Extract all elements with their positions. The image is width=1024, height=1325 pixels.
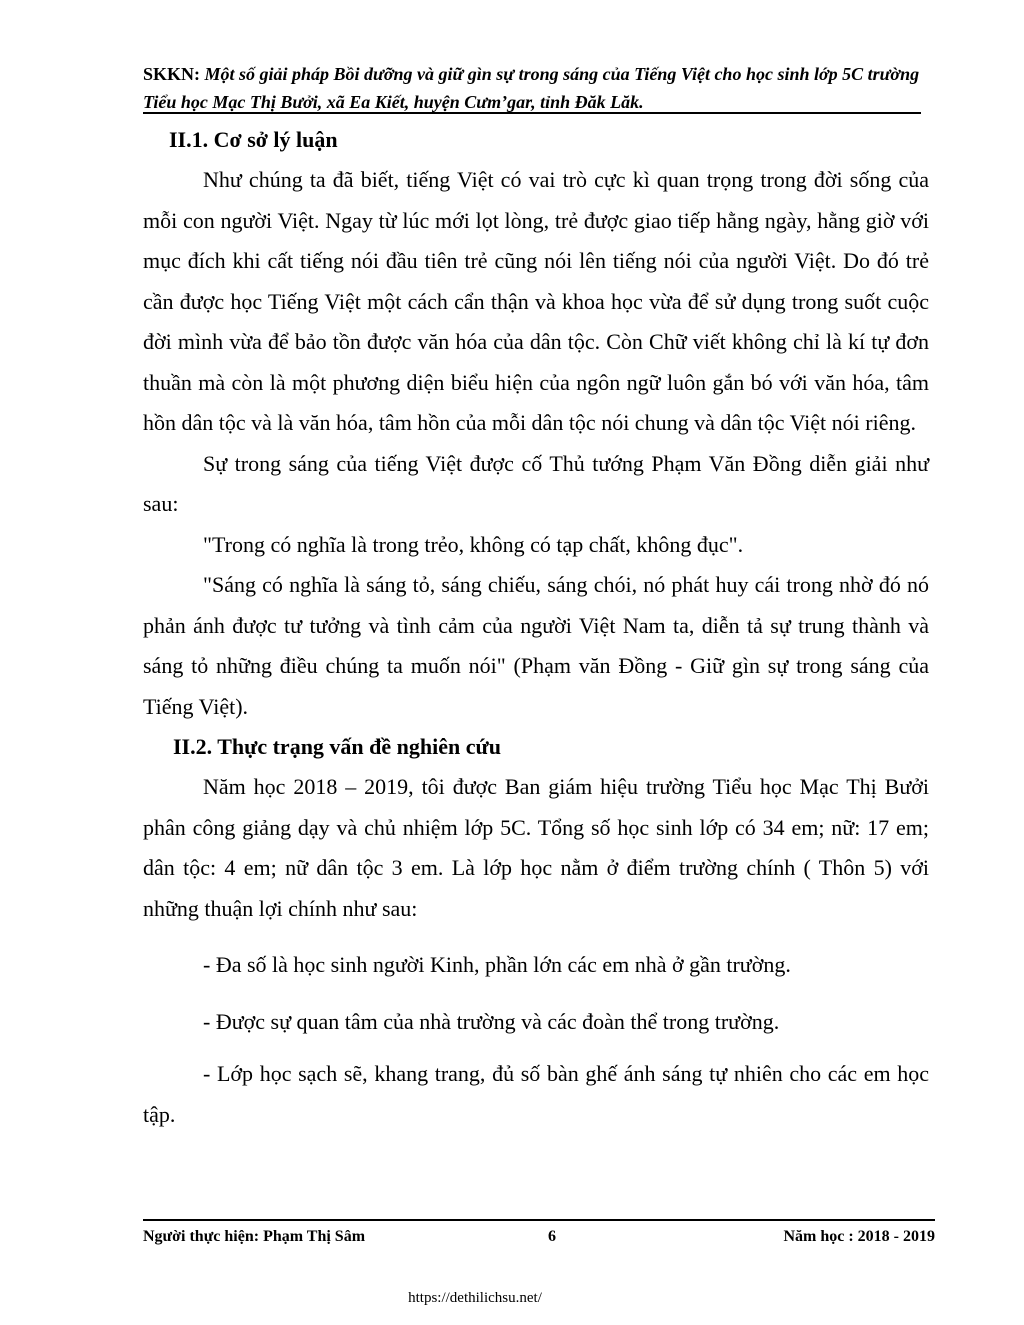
page-number: 6 bbox=[548, 1228, 556, 1245]
list-item: - Đa số là học sinh người Kinh, phần lớn các em nhà ở gần trường. bbox=[203, 952, 791, 977]
paragraph: Năm học 2018 – 2019, tôi được Ban giám hiệu trường Tiểu học Mạc Thị Bưởi phân công giảng dạy và chủ nhiệm lớp 5C. Tổng số học sinh lớp có 34 em; nữ: 17 em; dân tộc: 4 em; nữ dân tộc 3 em. Là lớp học nằm ở điểm trường chính ( Thôn 5) với những thuận lợi chính như sau: bbox=[143, 774, 929, 921]
footer-author: Người thực hiện: Phạm Thị Sâm bbox=[143, 1228, 366, 1245]
footer-divider bbox=[143, 1219, 935, 1221]
section-heading-2: II.2. Thực trạng vấn đề nghiên cứu bbox=[173, 734, 501, 759]
paragraph: Như chúng ta đã biết, tiếng Việt có vai trò cực kì quan trọng trong đời sống của mỗi con người Việt. Ngay từ lúc mới lọt lòng, trẻ được giao tiếp hằng ngày, hằng giờ với mục đích khi cất tiếng nói đầu tiên trẻ cũng nói lên tiếng nói của người Việt. Do đó trẻ cần được học Tiếng Việt một cách cẩn thận và khoa học vừa để sử dụng trong suốt cuộc đời mình vừa để bảo tồn được văn hóa của dân tộc. Còn Chữ viết không chỉ là kí tự đơn thuần mà còn là một phương diện biểu hiện của ngôn ngữ luôn gắn bó với văn hóa, tâm hồn dân tộc và là văn hóa, tâm hồn của mỗi dân tộc nói chung và dân tộc Việt nói riêng. bbox=[143, 167, 929, 435]
source-url: https://dethilichsu.net/ bbox=[408, 1290, 542, 1306]
document-body bbox=[143, 120, 929, 1135]
quote-paragraph: "Trong có nghĩa là trong trẻo, không có tạp chất, không đục". bbox=[203, 531, 744, 557]
list-item: - Lớp học sạch sẽ, khang trang, đủ số bàn ghế ánh sáng tự nhiên cho các em học tập. bbox=[143, 1061, 929, 1127]
paragraph: Sự trong sáng của tiếng Việt được cố Thủ tướng Phạm Văn Đồng diễn giải như sau: bbox=[143, 450, 929, 516]
footer-school-year: Năm học : 2018 - 2019 bbox=[783, 1228, 935, 1245]
header-title: Một số giải pháp Bồi dưỡng và giữ gìn sự trong sáng của Tiếng Việt cho học sinh lớp 5C trường Tiểu học Mạc Thị Bưởi, xã Ea Kiết, huyện Cưm’gar, tỉnh Đăk Lăk. bbox=[143, 64, 920, 112]
section-heading-1: II.1. Cơ sở lý luận bbox=[169, 127, 338, 152]
quote-paragraph: "Sáng có nghĩa là sáng tỏ, sáng chiếu, sáng chói, nó phát huy cái trong nhờ đó nó phản ánh được tư tưởng và tình cảm của người Việt Nam ta, diễn tả sự trung thành và sáng tỏ những điều chúng ta muốn nói" (Phạm văn Đồng - Giữ gìn sự trong sáng của Tiếng Việt). bbox=[143, 572, 929, 719]
header-divider bbox=[143, 112, 921, 114]
header-lead: SKKN: bbox=[143, 64, 201, 84]
page-header bbox=[143, 60, 925, 116]
list-item: - Được sự quan tâm của nhà trường và các đoàn thể trong trường. bbox=[203, 1008, 780, 1034]
